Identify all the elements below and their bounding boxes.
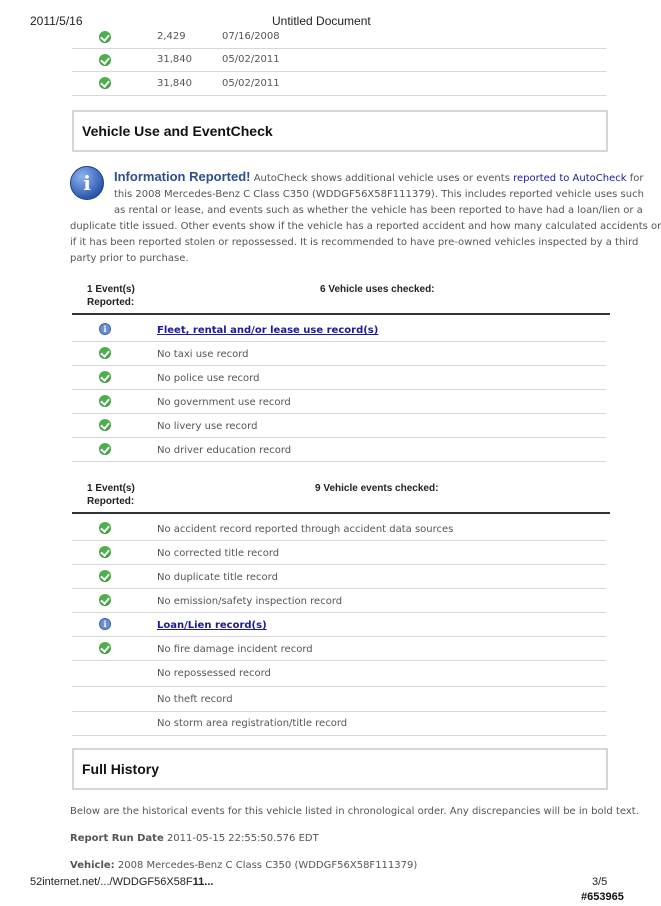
check-icon [99,54,111,66]
row-divider [72,636,606,637]
reported-to-autocheck-link[interactable]: reported to AutoCheck [513,173,627,184]
check-icon [99,642,111,654]
row-divider [72,461,606,462]
print-date: 2011/5/16 [30,14,83,28]
check-icon [99,522,111,534]
row-divider [72,588,606,589]
row-divider [72,612,606,613]
info-text: AutoCheck shows additional vehicle uses or events [253,173,510,184]
events-heading: 9 Vehicle events checked: [315,483,439,494]
row-divider [72,48,606,49]
report-run-date [70,833,319,844]
uses-count-label: 1 Event(s) [87,284,135,295]
list-item: No storm area registration/title record [157,718,348,729]
info-text: for [629,173,644,184]
full-history-section-header [72,748,608,790]
report-run-value: 2011-05-15 22:55:50.576 EDT [166,833,319,844]
row-divider [72,660,606,661]
row-divider [72,71,606,72]
check-icon [99,347,111,359]
row-divider [72,735,606,736]
odometer-value: 2,429 [157,31,186,42]
uses-count-label: Reported: [87,297,135,308]
information-icon: i [70,166,104,200]
footer-url [30,876,213,888]
odometer-value: 31,840 [157,54,192,65]
vehicle-label: Vehicle: [70,860,115,871]
info-paragraph-line: duplicate title issued. Other events show if the vehicle has a reported accident and how many calculated accidents or [70,221,661,232]
list-item: No accident record reported through accident data sources [157,524,454,535]
odometer-value: 31,840 [157,78,192,89]
list-item: No corrected title record [157,548,280,559]
check-icon [99,395,111,407]
list-item: No duplicate title record [157,572,278,583]
vehicle-use-section-header [72,110,608,152]
list-item: No theft record [157,694,233,705]
check-icon [99,570,111,582]
row-divider [72,711,606,712]
row-divider [72,95,606,96]
vehicle-info [70,860,417,871]
check-icon [99,594,111,606]
uses-heading: 6 Vehicle uses checked: [320,284,435,295]
check-icon [99,546,111,558]
section-title: Vehicle Use and EventCheck [82,123,273,139]
info-icon: i [99,618,111,630]
report-run-label: Report Run Date [70,833,164,844]
table-header-divider [72,313,610,315]
info-paragraph-line: this 2008 Mercedes-Benz C Class C350 (WDDGF56X58F111379). This includes reported vehicle uses such [114,189,644,200]
table-header-divider [72,512,610,514]
check-icon [99,419,111,431]
check-icon [99,77,111,89]
info-heading: Information Reported! [114,169,251,184]
row-divider [72,686,606,687]
info-paragraph-line: if it has been reported stolen or repossessed. It is recommended to have pre-owned vehicles inspected by a third [70,237,639,248]
info-paragraph-line: party prior to purchase. [70,253,189,264]
vehicle-value: 2008 Mercedes-Benz C Class C350 (WDDGF56X58F111379) [117,860,418,871]
list-item: No emission/safety inspection record [157,596,343,607]
row-divider [72,564,606,565]
events-count-label: 1 Event(s) [87,483,135,494]
info-icon: i [99,323,111,335]
footer-url-prefix: 52internet.net/.../WDDGF56X58F [30,876,193,888]
list-item: No repossessed record [157,668,271,679]
full-history-description: Below are the historical events for this vehicle listed in chronological order. Any discrepancies will be in bold text. [70,806,639,817]
row-divider [72,540,606,541]
list-item: No driver education record [157,445,292,456]
events-count-label: Reported: [87,496,135,507]
fleet-rental-lease-link[interactable]: Fleet, rental and/or lease use record(s) [157,325,379,336]
page-number: 3/5 [592,876,608,888]
info-first-line [114,169,643,184]
loan-lien-link[interactable]: Loan/Lien record(s) [157,620,267,631]
check-icon [99,371,111,383]
row-divider [72,341,606,342]
list-item: No fire damage incident record [157,644,313,655]
list-item: No livery use record [157,421,258,432]
row-divider [72,365,606,366]
event-date: 05/02/2011 [222,54,280,65]
row-divider [72,413,606,414]
section-title: Full History [82,761,160,777]
list-item: No taxi use record [157,349,249,360]
info-paragraph-line: as rental or lease, and events such as whether the vehicle has been reported to have had a loan/lien or a [114,205,643,216]
event-date: 07/16/2008 [222,31,280,42]
check-icon [99,443,111,455]
watermark: #653965 [581,891,624,903]
list-item: No police use record [157,373,260,384]
print-title: Untitled Document [272,14,371,28]
event-date: 05/02/2011 [222,78,280,89]
check-icon [99,31,111,43]
list-item: No government use record [157,397,291,408]
footer-url-suffix: 11... [192,876,214,888]
row-divider [72,389,606,390]
row-divider [72,437,606,438]
